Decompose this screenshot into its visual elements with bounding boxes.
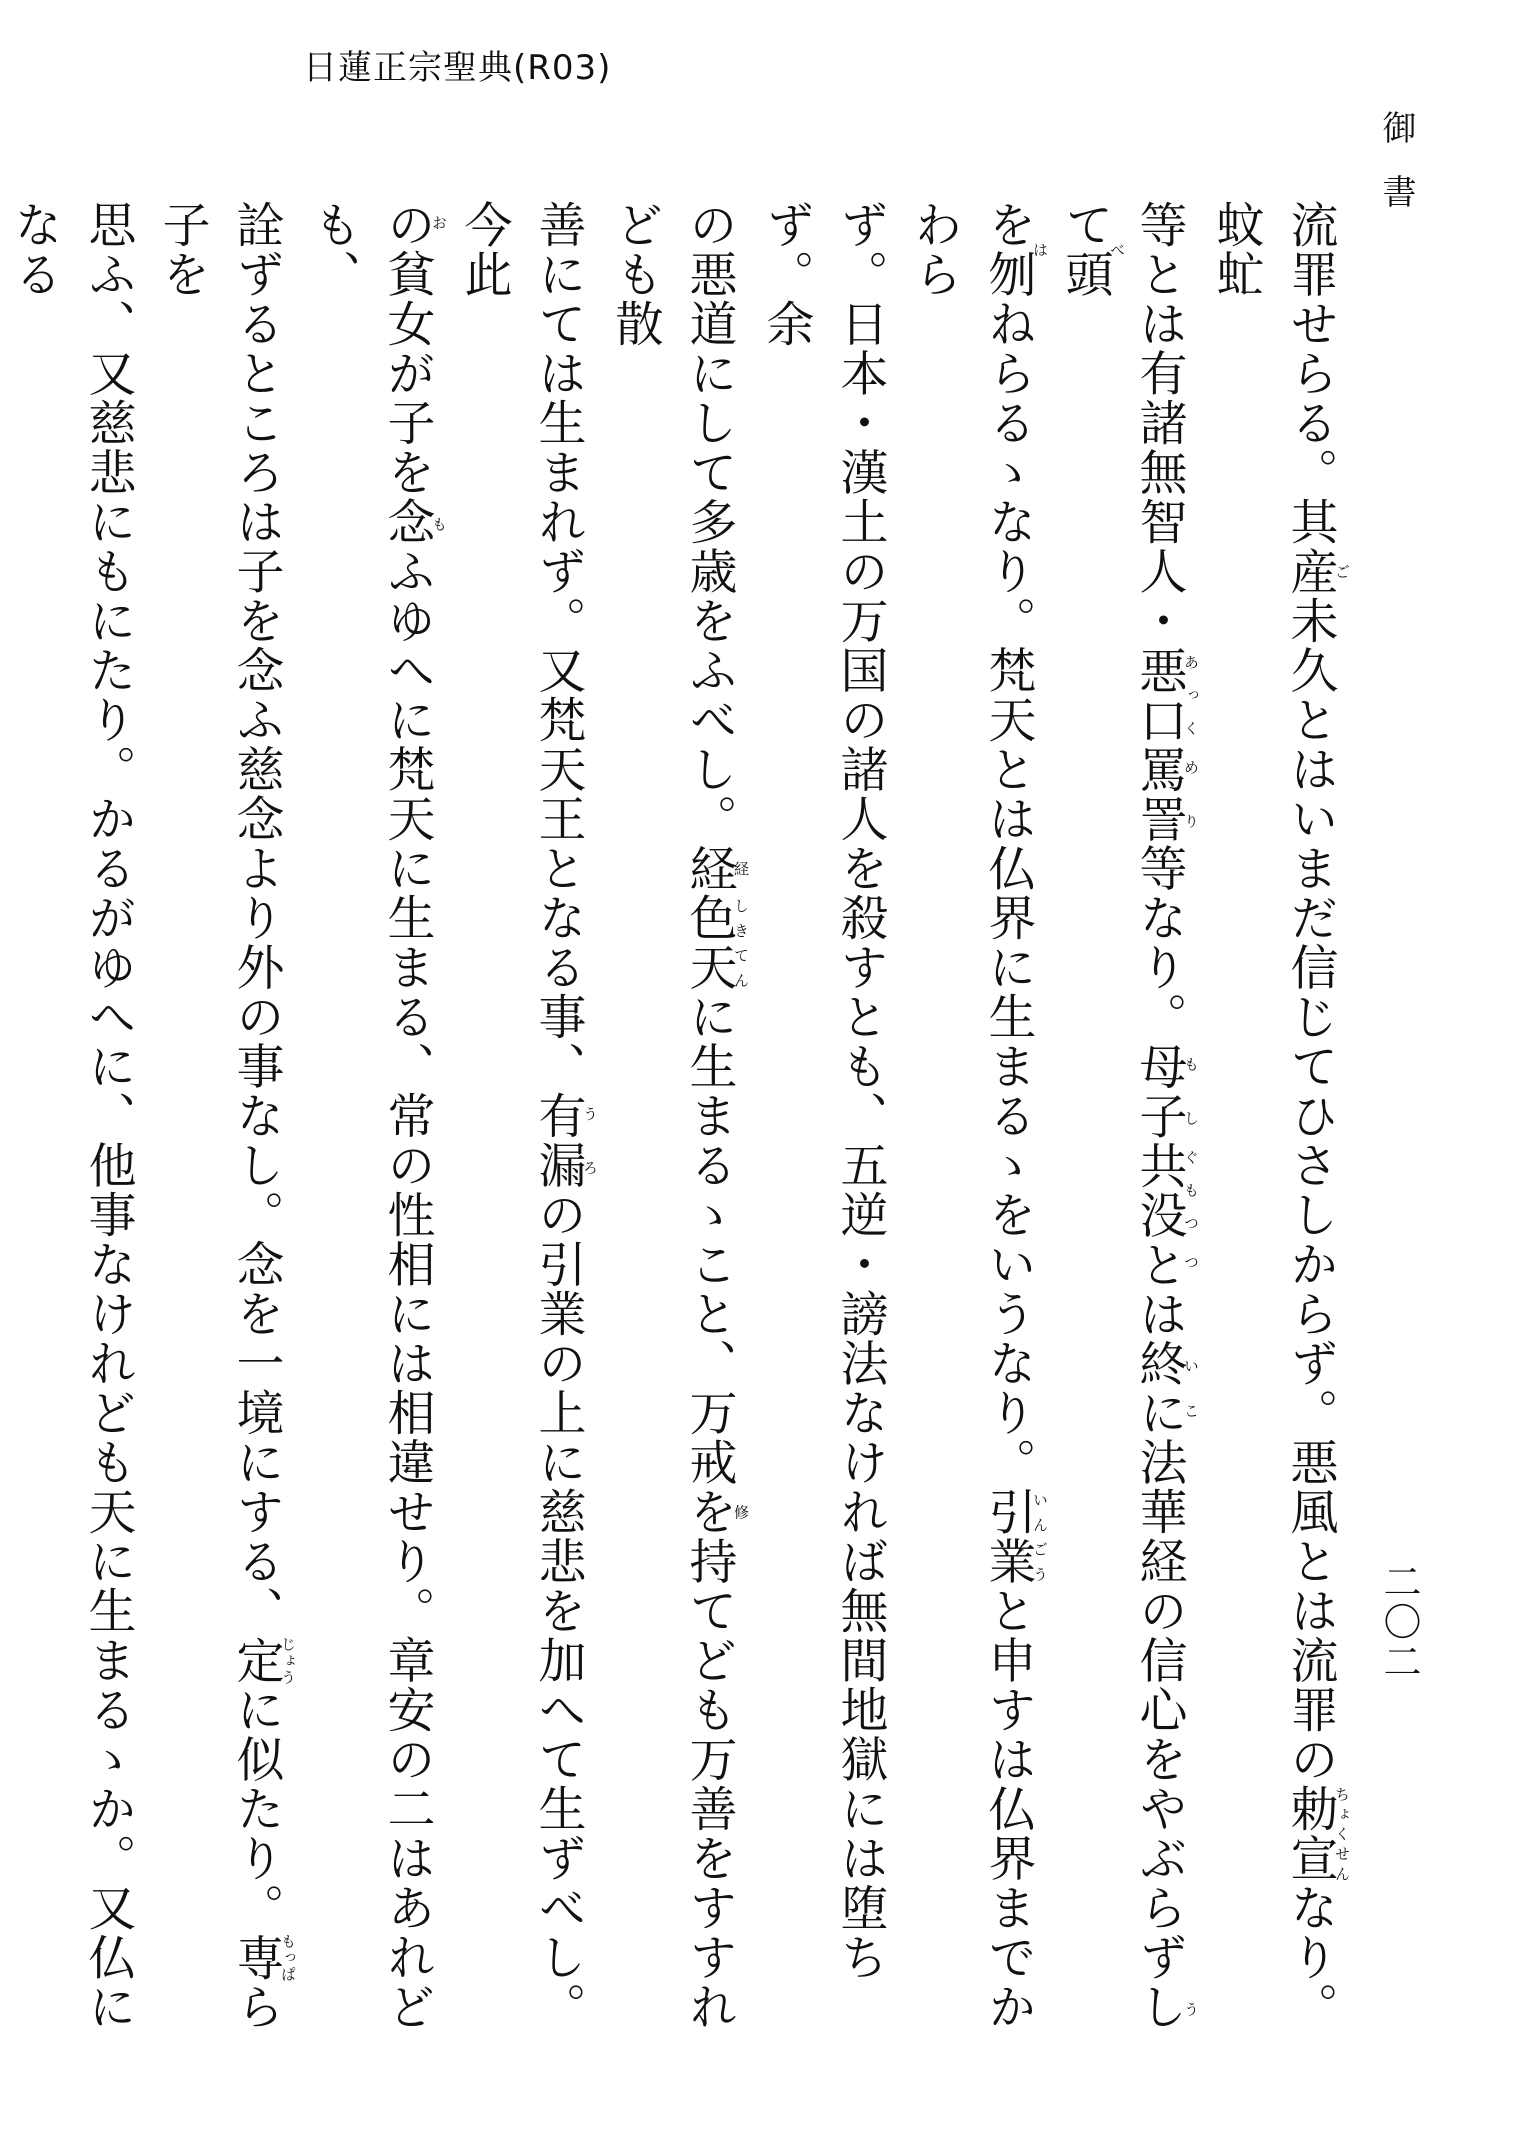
text-segment: 未久とはいまだ信じてひさしからず。悪風とは流罪の (1282, 596, 1338, 1784)
ruby-word (681, 893, 750, 992)
text-segment: の引業の上に慈悲を加へて生ずべし。今此 (456, 200, 586, 2032)
ruby-word (1131, 744, 1200, 844)
text-segment: ふゆへに梵天に生まる、常の性相には相違せり。章安の二はあれども、 (305, 200, 435, 2032)
ruby-base: 経 (681, 843, 737, 893)
text-column (598, 200, 749, 2060)
ruby-word (1282, 546, 1351, 597)
ruby-word (980, 200, 1049, 299)
ruby-word (1282, 1784, 1351, 1883)
furigana: 経 (732, 843, 750, 893)
page-number: 二〇二 (1377, 1562, 1421, 1682)
text-segment: に似たり。 (228, 1685, 284, 1933)
text-segment: 詮ずるところは子を念ふ慈念より外の事なし。念を一境にする、 (228, 200, 284, 1636)
furigana: こうべ (1108, 200, 1200, 2032)
furigana: もっぱ (279, 1932, 297, 1982)
text-column (897, 200, 1048, 2060)
furigana: 修 (732, 992, 750, 2032)
ruby-base: の貧女が子を念 (379, 200, 435, 547)
ruby-base: 引業 (980, 1487, 1036, 1586)
text-column (1199, 200, 1350, 2060)
furigana: いんごう (1031, 1487, 1049, 1586)
ruby-base: 勅宣 (1282, 1784, 1338, 1883)
text-segment: 等とは有諸無智人・ (1131, 200, 1187, 646)
text-segment: 善にては生まれず。又梵天王となる事、 (530, 200, 586, 1091)
ruby-word (1131, 1140, 1200, 1240)
furigana: ご (1333, 546, 1351, 596)
ruby-word (228, 1932, 297, 1983)
ruby-base: を刎 (980, 200, 1036, 299)
ruby-word (1131, 1239, 1200, 1389)
ruby-base: 悪口 (1131, 645, 1187, 745)
furigana: めり (1182, 744, 1200, 844)
furigana: ぐもつ (1182, 1140, 1200, 1240)
document-header: 日蓮正宗聖典(R03) (303, 48, 612, 88)
furigana: しきてん (732, 893, 750, 992)
ruby-base: とは終 (1131, 1239, 1187, 1388)
furigana: もし (1182, 1041, 1200, 1141)
text-column (1048, 200, 1199, 2060)
ruby-base: 有漏 (530, 1091, 586, 1190)
text-column (447, 200, 598, 2060)
section-mark: 御書 (1376, 110, 1416, 238)
text-column (0, 200, 145, 2060)
text-segment: ず。日本・漢土の万国の諸人を殺すとも、五逆・謗法なければ無間地獄には堕ちず。余 (758, 200, 888, 1982)
text-segment: 流罪せらる。其 (1282, 200, 1338, 547)
ruby-base: に生まるゝこと、万戒を持てども万善をすすれども散 (607, 200, 737, 2032)
furigana: おも (430, 200, 448, 547)
ruby-base: 産 (1282, 546, 1338, 596)
ruby-base: に法華経の信心をやぶらずして頭 (1057, 200, 1187, 2032)
text-column (749, 200, 897, 2060)
text-segment: 等なり。 (1131, 843, 1187, 1042)
ruby-base: 専 (228, 1932, 284, 1982)
text-segment: ねらるゝなり。梵天とは仏界に生まるゝをいうなり。 (980, 299, 1036, 1487)
ruby-word (1131, 645, 1200, 745)
ruby-base: 色天 (681, 893, 737, 992)
furigana: あっく (1182, 645, 1200, 745)
ruby-base: 母子 (1131, 1041, 1187, 1141)
ruby-word (379, 200, 448, 547)
furigana: うろ (581, 1091, 599, 1190)
ruby-word (228, 1635, 297, 1686)
text-segment: と申すは仏界までかわら (906, 200, 1036, 2032)
text-segment: ら子を (154, 200, 284, 2032)
ruby-base: 共没 (1131, 1140, 1187, 1240)
ruby-word (980, 1487, 1049, 1586)
furigana: ちょくせん (1333, 1784, 1351, 1883)
furigana: じょう (279, 1635, 297, 1685)
furigana: つい (1182, 1239, 1200, 1388)
vertical-body-text (6, 200, 1351, 2060)
text-column (145, 200, 296, 2060)
ruby-base: 定 (228, 1635, 284, 1685)
ruby-base: 罵詈 (1131, 744, 1187, 844)
text-column (296, 200, 447, 2060)
furigana: は (1031, 200, 1049, 299)
text-segment: 思ふ、又慈悲にもにたり。かるがゆへに、他事なけれども天に生まるゝか。又仏になる (6, 200, 136, 2032)
ruby-word (1131, 1041, 1200, 1141)
text-segment: の悪道にして多歳をふべし。 (681, 200, 737, 844)
ruby-word (530, 1091, 599, 1190)
ruby-word (681, 843, 750, 894)
text-segment: なり。蚊虻 (1208, 200, 1338, 2032)
